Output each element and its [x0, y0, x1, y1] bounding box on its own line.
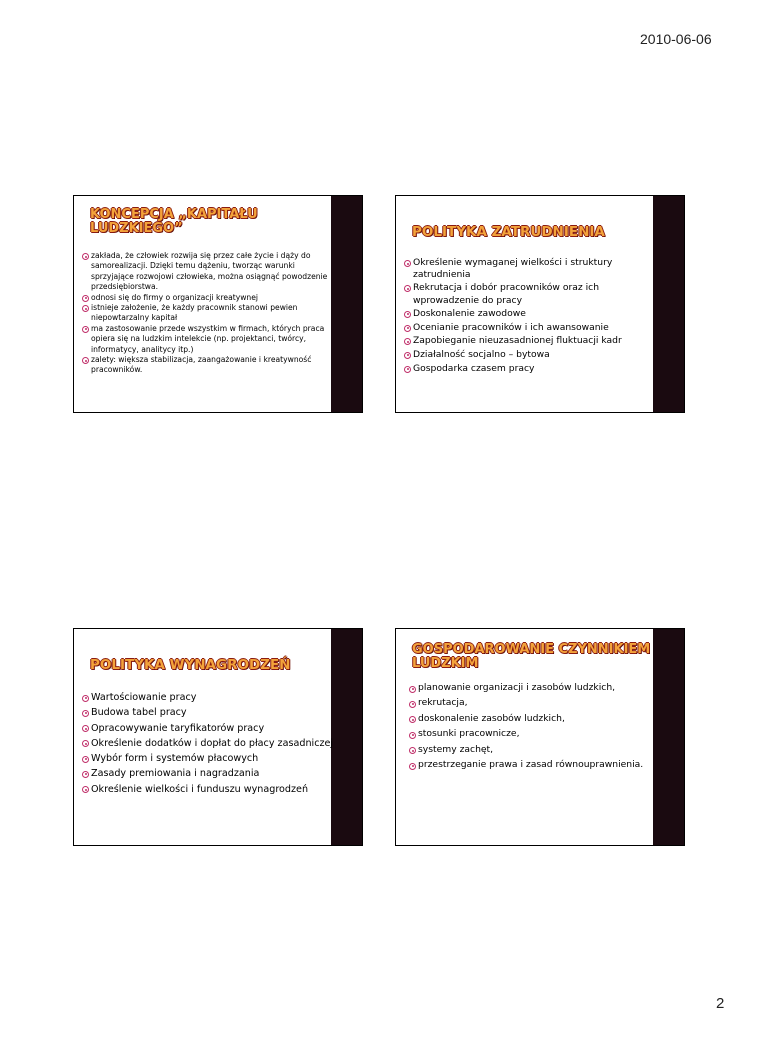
- list-item: Zasady premiowania i nagradzania: [82, 766, 338, 781]
- list-item: odnosi się do firmy o organizacji kreatywnej: [82, 293, 337, 303]
- slide-4: [395, 628, 685, 846]
- slide-side-bar: [653, 196, 684, 412]
- list-item: Zapobieganie nieuzasadnionej fluktuacji kadr: [404, 335, 656, 347]
- list-item: systemy zachęt,: [409, 744, 649, 756]
- slide-side-bar: [653, 629, 684, 845]
- circle-bullet-icon: [409, 732, 416, 739]
- slide-title: [90, 208, 258, 235]
- slide-title-line: LUDZKIEGO”: [90, 220, 183, 236]
- circle-bullet-icon: [404, 352, 411, 359]
- list-item: Określenie wielkości i funduszu wynagrodzeń: [82, 782, 338, 797]
- slide-title-line: GOSPODAROWANIE CZYNNIKIEM: [412, 642, 651, 657]
- slide-1: [73, 195, 363, 413]
- slide-bullet-list: [82, 251, 337, 376]
- circle-bullet-icon: [409, 747, 416, 754]
- list-item: planowanie organizacji i zasobów ludzkich,: [409, 682, 649, 694]
- circle-bullet-icon: [409, 716, 416, 723]
- circle-bullet-icon: [404, 325, 411, 332]
- list-item: Budowa tabel pracy: [82, 705, 338, 720]
- circle-bullet-icon: [82, 295, 89, 302]
- list-item: Określenie wymaganej wielkości i struktury zatrudnienia: [404, 257, 656, 281]
- slide-title-line: LUDZKIM: [412, 655, 479, 671]
- list-item: zakłada, że człowiek rozwija się przez całe życie i dąży do samorealizacji. Dzięki temu dążeniu, tworząc warunki sprzyjające rozwojowi człowieka, można osiągnąć powodzenie przedsiębiorstwa.: [82, 251, 337, 293]
- slide-2: [395, 195, 685, 413]
- circle-bullet-icon: [82, 710, 89, 717]
- slide-title: [412, 225, 605, 239]
- circle-bullet-icon: [82, 725, 89, 732]
- list-item: przestrzeganie prawa i zasad równouprawnienia.: [409, 759, 649, 771]
- circle-bullet-icon: [404, 311, 411, 318]
- list-item: Ocenianie pracowników i ich awansowanie: [404, 322, 656, 334]
- circle-bullet-icon: [82, 740, 89, 747]
- circle-bullet-icon: [404, 285, 411, 292]
- list-item: Wartościowanie pracy: [82, 690, 338, 705]
- list-item: Rekrutacja i dobór pracowników oraz ich wprowadzenie do pracy: [404, 282, 656, 306]
- list-item: Działalność socjalno – bytowa: [404, 349, 656, 361]
- slide-title-line: POLITYKA ZATRUDNIENIA: [412, 224, 605, 240]
- list-item: zalety: większa stabilizacja, zaangażowanie i kreatywność pracowników.: [82, 355, 337, 376]
- list-item: Wybór form i systemów płacowych: [82, 751, 338, 766]
- circle-bullet-icon: [82, 253, 89, 260]
- slide-bullet-list: [409, 682, 649, 771]
- circle-bullet-icon: [409, 686, 416, 693]
- circle-bullet-icon: [82, 305, 89, 312]
- slide-title-line: POLITYKA WYNAGRODZEŃ: [90, 657, 291, 673]
- circle-bullet-icon: [82, 771, 89, 778]
- circle-bullet-icon: [404, 338, 411, 345]
- circle-bullet-icon: [82, 326, 89, 333]
- print-date: 2010-06-06: [640, 31, 712, 47]
- page-number: 2: [716, 995, 725, 1012]
- circle-bullet-icon: [409, 763, 416, 770]
- list-item: Określenie dodatków i dopłat do płacy zasadniczej: [82, 736, 338, 751]
- circle-bullet-icon: [82, 786, 89, 793]
- circle-bullet-icon: [404, 260, 411, 267]
- list-item: doskonalenie zasobów ludzkich,: [409, 713, 649, 725]
- circle-bullet-icon: [82, 695, 89, 702]
- list-item: Doskonalenie zawodowe: [404, 308, 656, 320]
- circle-bullet-icon: [82, 756, 89, 763]
- circle-bullet-icon: [82, 357, 89, 364]
- slide-title-line: KONCEPCJA „KAPITAŁU: [90, 207, 258, 222]
- slide-3: [73, 628, 363, 846]
- circle-bullet-icon: [404, 366, 411, 373]
- slide-title: [412, 643, 650, 670]
- slide-title: [90, 658, 290, 672]
- list-item: ma zastosowanie przede wszystkim w firmach, których praca opiera się na ludzkim intelekcie (np. projektanci, twórcy, informatycy, analitycy itp.): [82, 324, 337, 355]
- slide-bullet-list: [404, 257, 656, 375]
- circle-bullet-icon: [409, 701, 416, 708]
- list-item: Opracowywanie taryfikatorów pracy: [82, 721, 338, 736]
- list-item: stosunki pracownicze,: [409, 728, 649, 740]
- list-item: Gospodarka czasem pracy: [404, 363, 656, 375]
- list-item: rekrutacja,: [409, 697, 649, 709]
- slide-bullet-list: [82, 690, 338, 797]
- list-item: istnieje założenie, że każdy pracownik stanowi pewien niepowtarzalny kapitał: [82, 303, 337, 324]
